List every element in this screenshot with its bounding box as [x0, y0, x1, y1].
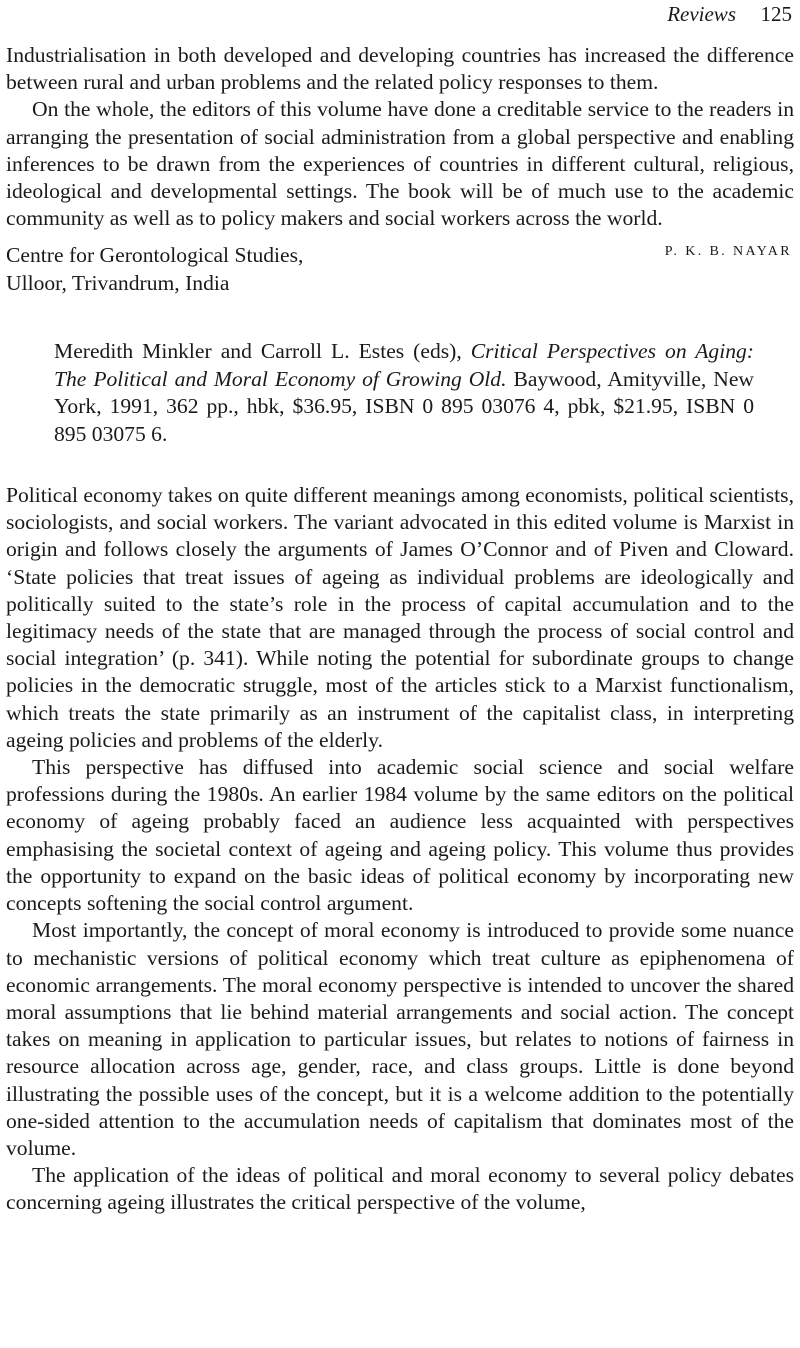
- affiliation-line: Ulloor, Trivandrum, India: [6, 270, 230, 295]
- paragraph: Political economy takes on quite different meanings among economists, political scientists, sociologists, and social workers. The variant advocated in this edited volume is Marxist in origin and follows closely the arguments of James O’Connor and of Piven and Cloward. ‘State policies that treat issues of ageing as individual problems are ideologically and politically suited to the state’s role in the process of capital accumulation and to the legitimacy needs of the state that are managed through the process of social control and social integration’ (p. 341). While noting the potential for subordinate groups to change policies in the democratic struggle, most of the articles stick to a Marxist functionalism, which treats the state primarily as an instrument of the capitalist class, in interpreting ageing policies and problems of the elderly.: [6, 483, 794, 752]
- book-title: Critical Perspectives on Aging: The Political and Moral Economy of Growing Old.: [54, 339, 754, 391]
- book-editors: Meredith Minkler and Carroll L. Estes (eds),: [54, 339, 471, 364]
- journal-page: [6, 0, 794, 1217]
- previous-review-ending: [6, 42, 794, 298]
- paragraph: This perspective has diffused into academic social science and social welfare professions during the 1980s. An earlier 1984 volume by the same editors on the political economy of ageing probably faced an audience less acquainted with perspectives emphasising the societal context of ageing and ageing policy. This volume thus provides the opportunity to expand on the basic ideas of political economy by incorporating new concepts softening the social control argument.: [6, 755, 794, 916]
- paragraph: Most importantly, the concept of moral economy is introduced to provide some nuance to mechanistic versions of political economy which treat culture as epiphenomena of economic arrangements. The moral economy perspective is intended to uncover the shared moral assumptions that lie behind material arrangements and social action. The concept takes on meaning in application to particular issues, but relates to notions of fairness in resource allocation across age, gender, race, and class groups. Little is done beyond illustrating the possible uses of the concept, but it is a welcome addition to the potentially one-sided attention to the accumulation needs of capitalism that dominates most of the volume.: [6, 918, 794, 1160]
- paragraph: Industrialisation in both developed and developing countries has increased the difference between rural and urban problems and the related policy responses to them.: [6, 43, 794, 95]
- paragraph: The application of the ideas of political and moral economy to several policy debates concerning ageing illustrates the critical perspective of the volume,: [6, 1163, 794, 1215]
- running-head-title: Reviews: [667, 2, 736, 26]
- reviewer-signoff: [6, 242, 794, 298]
- book-reference: [6, 338, 794, 448]
- reviewer-name: P. K. B. NAYAR: [664, 244, 792, 260]
- page-number: 125: [760, 2, 792, 26]
- review-body: [6, 482, 794, 1216]
- affiliation-line: Centre for Gerontological Studies,: [6, 243, 304, 268]
- running-head: [6, 0, 794, 34]
- paragraph: On the whole, the editors of this volume have done a creditable service to the readers in arranging the presentation of social administration from a global perspective and enabling inferences to be drawn from the experiences of countries in different cultural, religious, ideological and developmental settings. The book will be of much use to the academic community as well as to policy makers and social workers across the world.: [6, 97, 794, 231]
- book-publication-details: Baywood, Amityville, New York, 1991, 362 pp., hbk, $36.95, ISBN 0 895 03076 4, pbk, $21.95, ISBN 0 895 03075 6.: [54, 366, 754, 446]
